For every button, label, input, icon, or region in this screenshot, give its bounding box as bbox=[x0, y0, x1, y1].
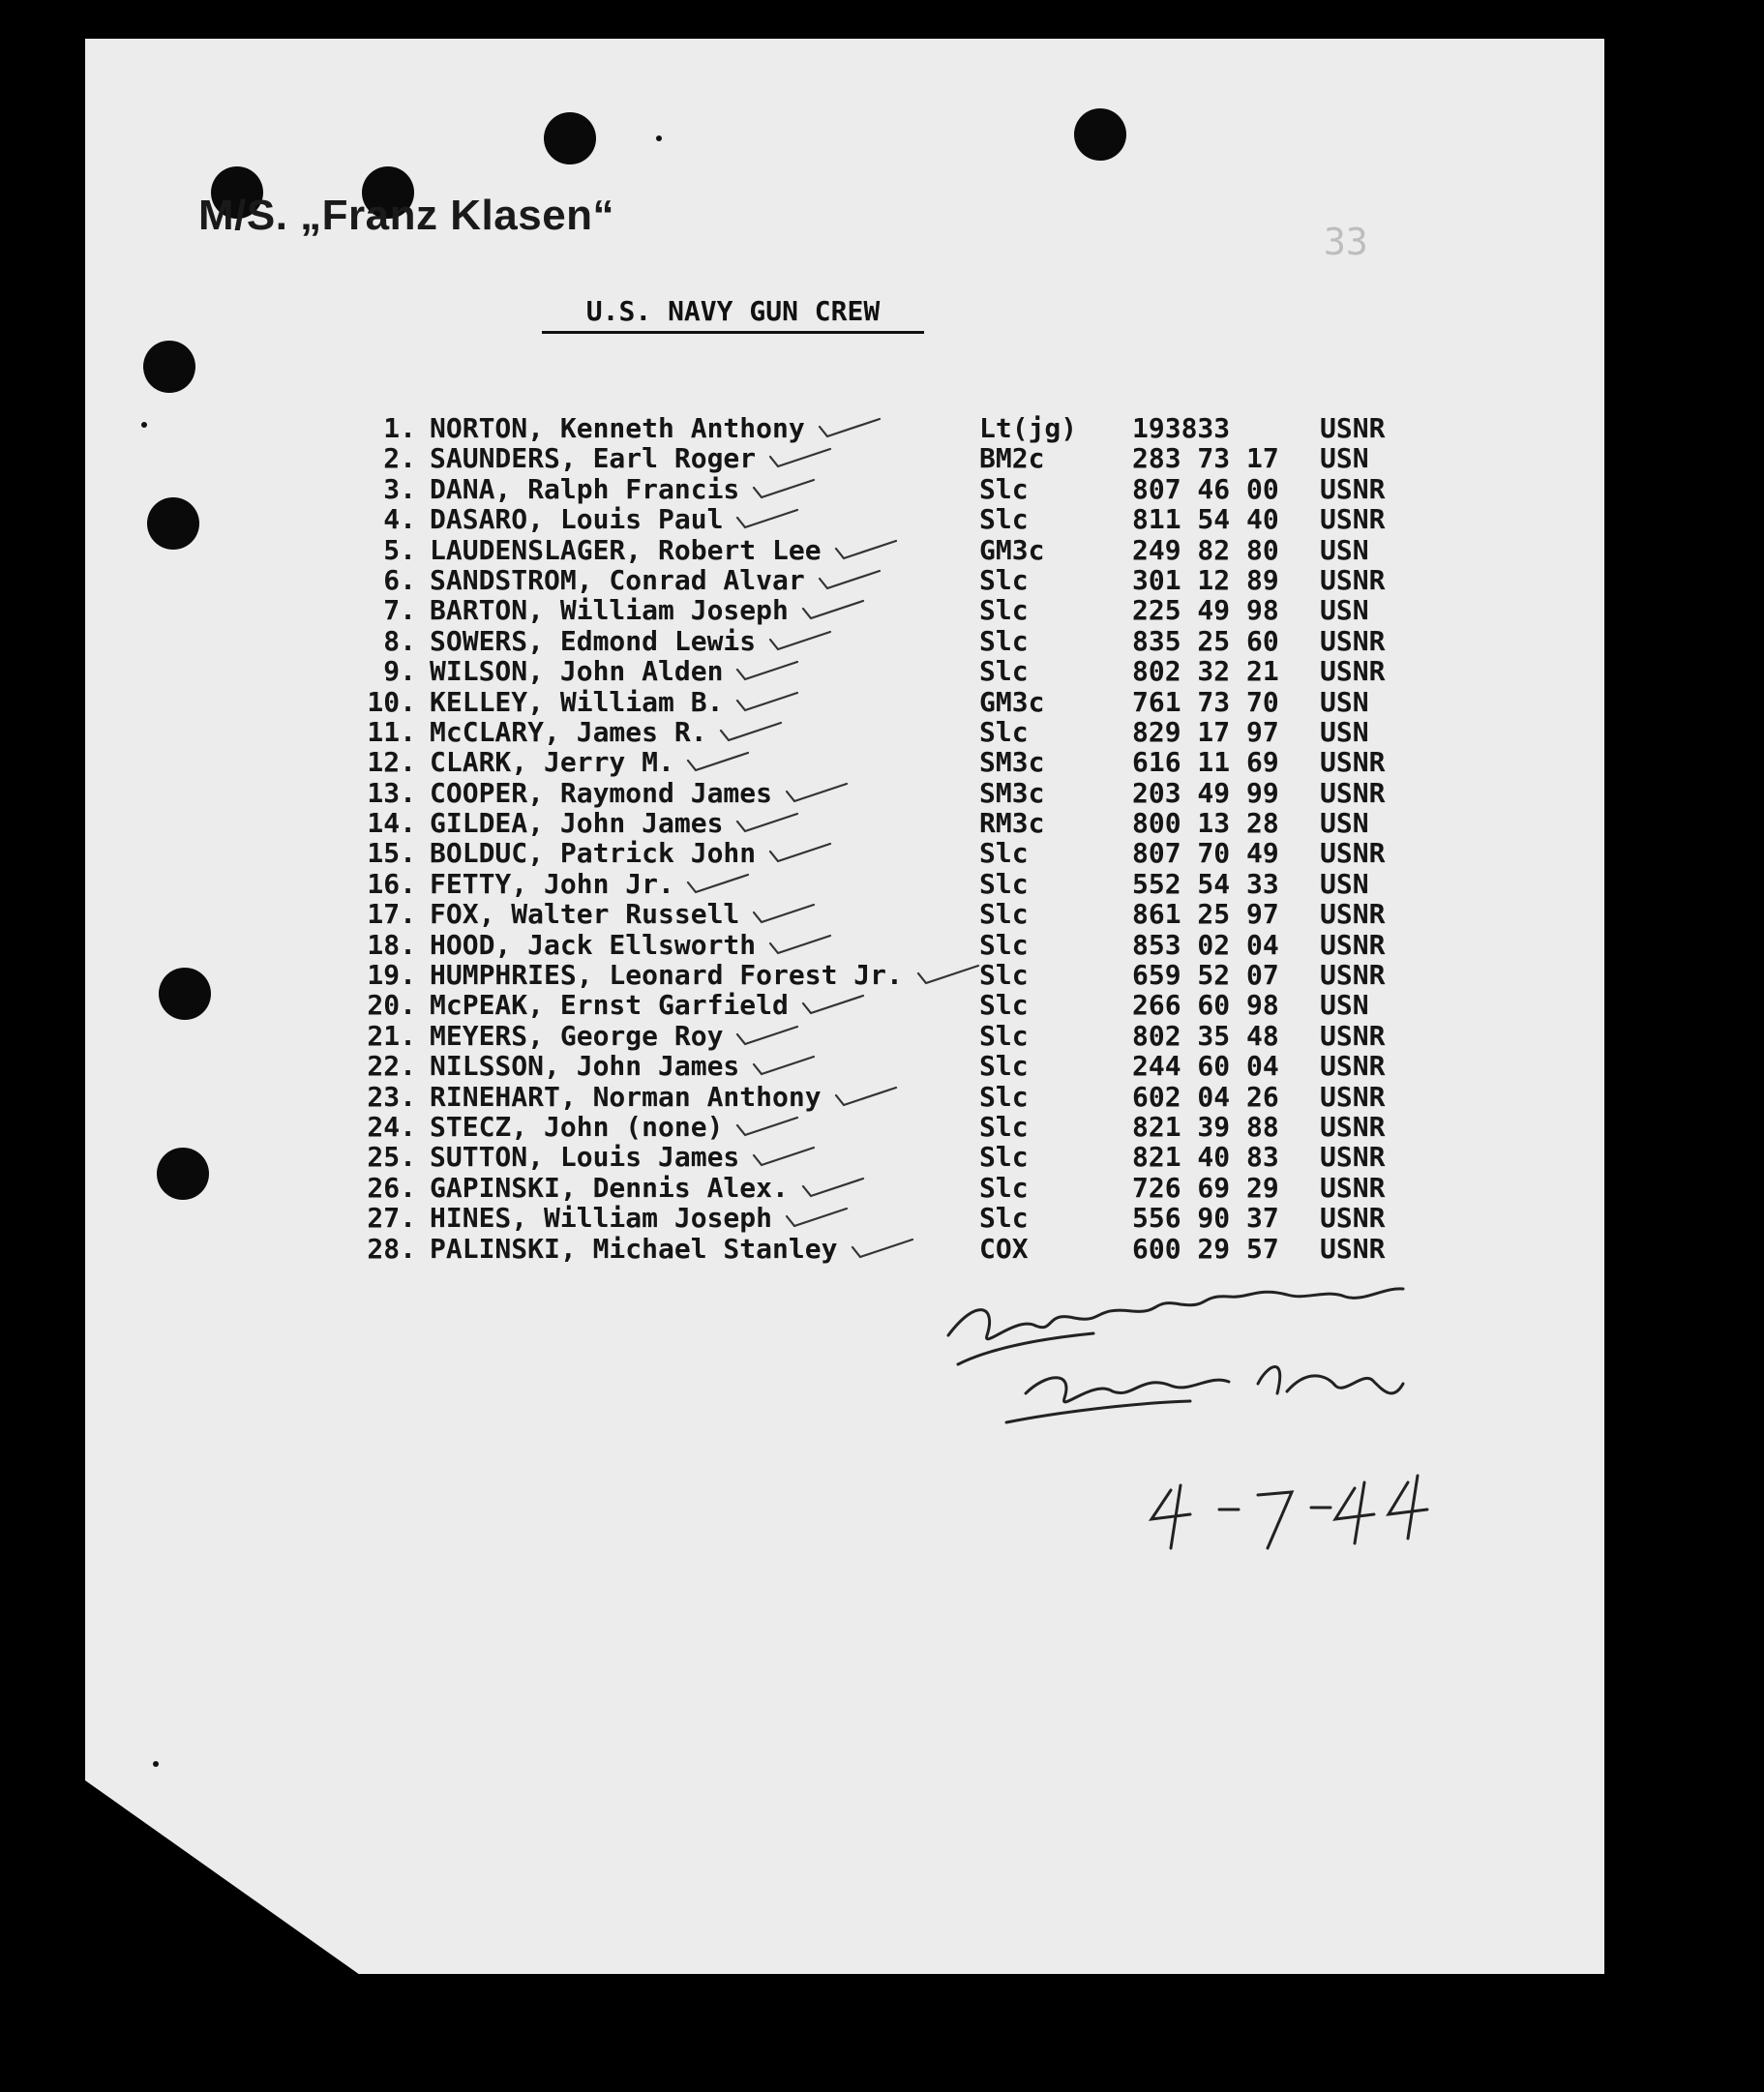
crew-number: 17. bbox=[367, 898, 416, 931]
crew-number: 8. bbox=[383, 624, 416, 657]
crew-service-number: 600 29 57 bbox=[1132, 1232, 1279, 1265]
crew-name: McPEAK, Ernst Garfield bbox=[430, 989, 789, 1022]
punch-hole bbox=[143, 341, 195, 393]
checkmark-icon bbox=[733, 687, 801, 717]
crew-number: 2. bbox=[383, 442, 416, 475]
crew-rating: Slc bbox=[979, 959, 1029, 992]
crew-service-number: 835 25 60 bbox=[1132, 624, 1279, 657]
crew-branch: USNR bbox=[1320, 1019, 1386, 1052]
crew-name: SOWERS, Edmond Lewis bbox=[430, 624, 757, 657]
crew-rating: Slc bbox=[979, 472, 1029, 505]
crew-service-number: 726 69 29 bbox=[1132, 1171, 1279, 1204]
crew-name: GILDEA, John James bbox=[430, 807, 724, 840]
crew-service-number: 266 60 98 bbox=[1132, 989, 1279, 1022]
crew-rating: Slc bbox=[979, 1080, 1029, 1113]
document-title: U.S. NAVY GUN CREW bbox=[542, 295, 924, 334]
crew-branch: USN bbox=[1320, 867, 1369, 900]
crew-rating: GM3c bbox=[979, 533, 1045, 566]
crew-service-number: 225 49 98 bbox=[1132, 594, 1279, 627]
checkmark-icon bbox=[733, 1021, 801, 1051]
crew-name: HOOD, Jack Ellsworth bbox=[430, 928, 757, 961]
crew-number: 15. bbox=[367, 837, 416, 870]
crew-number: 24. bbox=[367, 1110, 416, 1143]
crew-rating: Slc bbox=[979, 867, 1029, 900]
crew-branch: USNR bbox=[1320, 412, 1386, 444]
crew-number: 28. bbox=[367, 1232, 416, 1265]
crew-branch: USN bbox=[1320, 442, 1369, 475]
crew-number: 16. bbox=[367, 867, 416, 900]
crew-rating: SM3c bbox=[979, 776, 1045, 809]
punch-hole bbox=[1074, 108, 1126, 161]
crew-service-number: 244 60 04 bbox=[1132, 1050, 1279, 1083]
crew-name: McCLARY, James R. bbox=[430, 715, 707, 748]
crew-name: BOLDUC, Patrick John bbox=[430, 837, 757, 870]
crew-branch: USNR bbox=[1320, 1141, 1386, 1174]
crew-name: GAPINSKI, Dennis Alex. bbox=[430, 1171, 789, 1204]
crew-name: NILSSON, John James bbox=[430, 1050, 740, 1083]
checkmark-icon bbox=[799, 595, 867, 625]
checkmark-icon bbox=[750, 1051, 818, 1081]
crew-rating: SM3c bbox=[979, 746, 1045, 779]
checkmark-icon bbox=[750, 1142, 818, 1172]
crew-branch: USNR bbox=[1320, 1050, 1386, 1083]
crew-rating: Slc bbox=[979, 563, 1029, 596]
crew-name: DASARO, Louis Paul bbox=[430, 503, 724, 536]
page-number: 33 bbox=[1324, 221, 1368, 263]
speck bbox=[656, 135, 662, 141]
crew-service-number: 853 02 04 bbox=[1132, 928, 1279, 961]
crew-service-number: 802 35 48 bbox=[1132, 1019, 1279, 1052]
crew-number: 25. bbox=[367, 1141, 416, 1174]
crew-name: STECZ, John (none) bbox=[430, 1110, 724, 1143]
crew-branch: USNR bbox=[1320, 1202, 1386, 1235]
checkmark-icon bbox=[684, 869, 752, 899]
crew-rating: Slc bbox=[979, 503, 1029, 536]
crew-service-number: 821 40 83 bbox=[1132, 1141, 1279, 1174]
crew-service-number: 761 73 70 bbox=[1132, 685, 1279, 718]
crew-service-number: 283 73 17 bbox=[1132, 442, 1279, 475]
speck bbox=[153, 1761, 159, 1767]
checkmark-icon bbox=[684, 747, 752, 777]
crew-branch: USNR bbox=[1320, 503, 1386, 536]
crew-name: COOPER, Raymond James bbox=[430, 776, 773, 809]
crew-rating: RM3c bbox=[979, 807, 1045, 840]
crew-rating: Slc bbox=[979, 1050, 1029, 1083]
punch-hole bbox=[147, 497, 199, 550]
punch-hole bbox=[157, 1148, 209, 1200]
crew-service-number: 602 04 26 bbox=[1132, 1080, 1279, 1113]
crew-name: SAUNDERS, Earl Roger bbox=[430, 442, 757, 475]
punch-hole bbox=[159, 968, 211, 1020]
crew-service-number: 807 46 00 bbox=[1132, 472, 1279, 505]
crew-branch: USNR bbox=[1320, 1171, 1386, 1204]
crew-number: 4. bbox=[383, 503, 416, 536]
crew-rating: Slc bbox=[979, 624, 1029, 657]
checkmark-icon bbox=[766, 930, 834, 960]
crew-rating: Slc bbox=[979, 928, 1029, 961]
checkmark-icon bbox=[717, 717, 785, 747]
crew-number: 26. bbox=[367, 1171, 416, 1204]
crew-name: RINEHART, Norman Anthony bbox=[430, 1080, 822, 1113]
crew-name: PALINSKI, Michael Stanley bbox=[430, 1232, 838, 1265]
crew-rating: Slc bbox=[979, 1019, 1029, 1052]
crew-branch: USNR bbox=[1320, 776, 1386, 809]
crew-rating: Slc bbox=[979, 837, 1029, 870]
crew-branch: USNR bbox=[1320, 746, 1386, 779]
crew-number: 5. bbox=[383, 533, 416, 566]
crew-rating: Slc bbox=[979, 898, 1029, 931]
crew-service-number: 249 82 80 bbox=[1132, 533, 1279, 566]
checkmark-icon bbox=[750, 899, 818, 929]
crew-name: SUTTON, Louis James bbox=[430, 1141, 740, 1174]
crew-name: BARTON, William Joseph bbox=[430, 594, 789, 627]
crew-number: 12. bbox=[367, 746, 416, 779]
crew-rating: Slc bbox=[979, 1171, 1029, 1204]
crew-name: NORTON, Kenneth Anthony bbox=[430, 412, 805, 444]
handwritten-annotation bbox=[939, 1277, 1558, 1568]
vessel-header: M/S. „Franz Klasen“ bbox=[198, 192, 615, 239]
checkmark-icon bbox=[783, 778, 851, 808]
crew-rating: Slc bbox=[979, 715, 1029, 748]
speck bbox=[141, 422, 147, 428]
crew-number: 1. bbox=[383, 412, 416, 444]
checkmark-icon bbox=[783, 1203, 851, 1233]
crew-name: HINES, William Joseph bbox=[430, 1202, 773, 1235]
crew-branch: USNR bbox=[1320, 563, 1386, 596]
crew-rating: COX bbox=[979, 1232, 1029, 1265]
crew-branch: USN bbox=[1320, 594, 1369, 627]
crew-number: 18. bbox=[367, 928, 416, 961]
crew-name: CLARK, Jerry M. bbox=[430, 746, 674, 779]
crew-rating: Slc bbox=[979, 1202, 1029, 1235]
crew-service-number: 802 32 21 bbox=[1132, 655, 1279, 688]
crew-rating: Slc bbox=[979, 989, 1029, 1022]
crew-branch: USN bbox=[1320, 533, 1369, 566]
crew-number: 22. bbox=[367, 1050, 416, 1083]
crew-number: 7. bbox=[383, 594, 416, 627]
crew-name: HUMPHRIES, Leonard Forest Jr. bbox=[430, 959, 903, 992]
checkmark-icon bbox=[733, 808, 801, 838]
checkmark-icon bbox=[799, 990, 867, 1020]
checkmark-icon bbox=[832, 535, 900, 565]
crew-service-number: 821 39 88 bbox=[1132, 1110, 1279, 1143]
crew-service-number: 301 12 89 bbox=[1132, 563, 1279, 596]
checkmark-icon bbox=[766, 838, 834, 868]
checkmark-icon bbox=[816, 565, 883, 595]
checkmark-icon bbox=[733, 504, 801, 534]
checkmark-icon bbox=[849, 1234, 916, 1264]
crew-service-number: 616 11 69 bbox=[1132, 746, 1279, 779]
crew-branch: USNR bbox=[1320, 624, 1386, 657]
crew-rating: Slc bbox=[979, 594, 1029, 627]
crew-name: WILSON, John Alden bbox=[430, 655, 724, 688]
crew-branch: USNR bbox=[1320, 1110, 1386, 1143]
crew-branch: USN bbox=[1320, 685, 1369, 718]
checkmark-icon bbox=[750, 474, 818, 504]
crew-name: SANDSTROM, Conrad Alvar bbox=[430, 563, 805, 596]
crew-service-number: 659 52 07 bbox=[1132, 959, 1279, 992]
crew-number: 23. bbox=[367, 1080, 416, 1113]
crew-branch: USNR bbox=[1320, 837, 1386, 870]
crew-number: 11. bbox=[367, 715, 416, 748]
checkmark-icon bbox=[766, 443, 834, 473]
crew-rating: Slc bbox=[979, 655, 1029, 688]
checkmark-icon bbox=[733, 1112, 801, 1142]
crew-service-number: 861 25 97 bbox=[1132, 898, 1279, 931]
crew-service-number: 811 54 40 bbox=[1132, 503, 1279, 536]
crew-name: LAUDENSLAGER, Robert Lee bbox=[430, 533, 822, 566]
crew-rating: Lt(jg) bbox=[979, 412, 1078, 444]
crew-service-number: 193833 bbox=[1132, 412, 1231, 444]
crew-name: MEYERS, George Roy bbox=[430, 1019, 724, 1052]
crew-branch: USNR bbox=[1320, 928, 1386, 961]
crew-service-number: 552 54 33 bbox=[1132, 867, 1279, 900]
crew-name: DANA, Ralph Francis bbox=[430, 472, 740, 505]
punch-hole bbox=[544, 112, 596, 164]
crew-branch: USNR bbox=[1320, 1232, 1386, 1265]
crew-service-number: 556 90 37 bbox=[1132, 1202, 1279, 1235]
crew-branch: USN bbox=[1320, 989, 1369, 1022]
checkmark-icon bbox=[832, 1082, 900, 1112]
crew-rating: Slc bbox=[979, 1141, 1029, 1174]
crew-branch: USNR bbox=[1320, 959, 1386, 992]
checkmark-icon bbox=[733, 656, 801, 686]
crew-number: 13. bbox=[367, 776, 416, 809]
signature-icon bbox=[939, 1277, 1558, 1568]
crew-branch: USNR bbox=[1320, 898, 1386, 931]
checkmark-icon bbox=[816, 413, 883, 443]
crew-rating: GM3c bbox=[979, 685, 1045, 718]
crew-branch: USNR bbox=[1320, 472, 1386, 505]
checkmark-icon bbox=[914, 960, 982, 990]
crew-number: 6. bbox=[383, 563, 416, 596]
crew-rating: BM2c bbox=[979, 442, 1045, 475]
crew-branch: USN bbox=[1320, 807, 1369, 840]
crew-number: 14. bbox=[367, 807, 416, 840]
crew-number: 3. bbox=[383, 472, 416, 505]
crew-branch: USN bbox=[1320, 715, 1369, 748]
crew-branch: USNR bbox=[1320, 655, 1386, 688]
crew-name: FETTY, John Jr. bbox=[430, 867, 674, 900]
crew-service-number: 829 17 97 bbox=[1132, 715, 1279, 748]
crew-number: 27. bbox=[367, 1202, 416, 1235]
crew-number: 10. bbox=[367, 685, 416, 718]
crew-number: 20. bbox=[367, 989, 416, 1022]
checkmark-icon bbox=[766, 626, 834, 656]
crew-branch: USNR bbox=[1320, 1080, 1386, 1113]
crew-name: FOX, Walter Russell bbox=[430, 898, 740, 931]
crew-number: 19. bbox=[367, 959, 416, 992]
crew-rating: Slc bbox=[979, 1110, 1029, 1143]
crew-service-number: 807 70 49 bbox=[1132, 837, 1279, 870]
crew-number: 21. bbox=[367, 1019, 416, 1052]
crew-service-number: 203 49 99 bbox=[1132, 776, 1279, 809]
crew-service-number: 800 13 28 bbox=[1132, 807, 1279, 840]
checkmark-icon bbox=[799, 1173, 867, 1203]
crew-number: 9. bbox=[383, 655, 416, 688]
crew-name: KELLEY, William B. bbox=[430, 685, 724, 718]
